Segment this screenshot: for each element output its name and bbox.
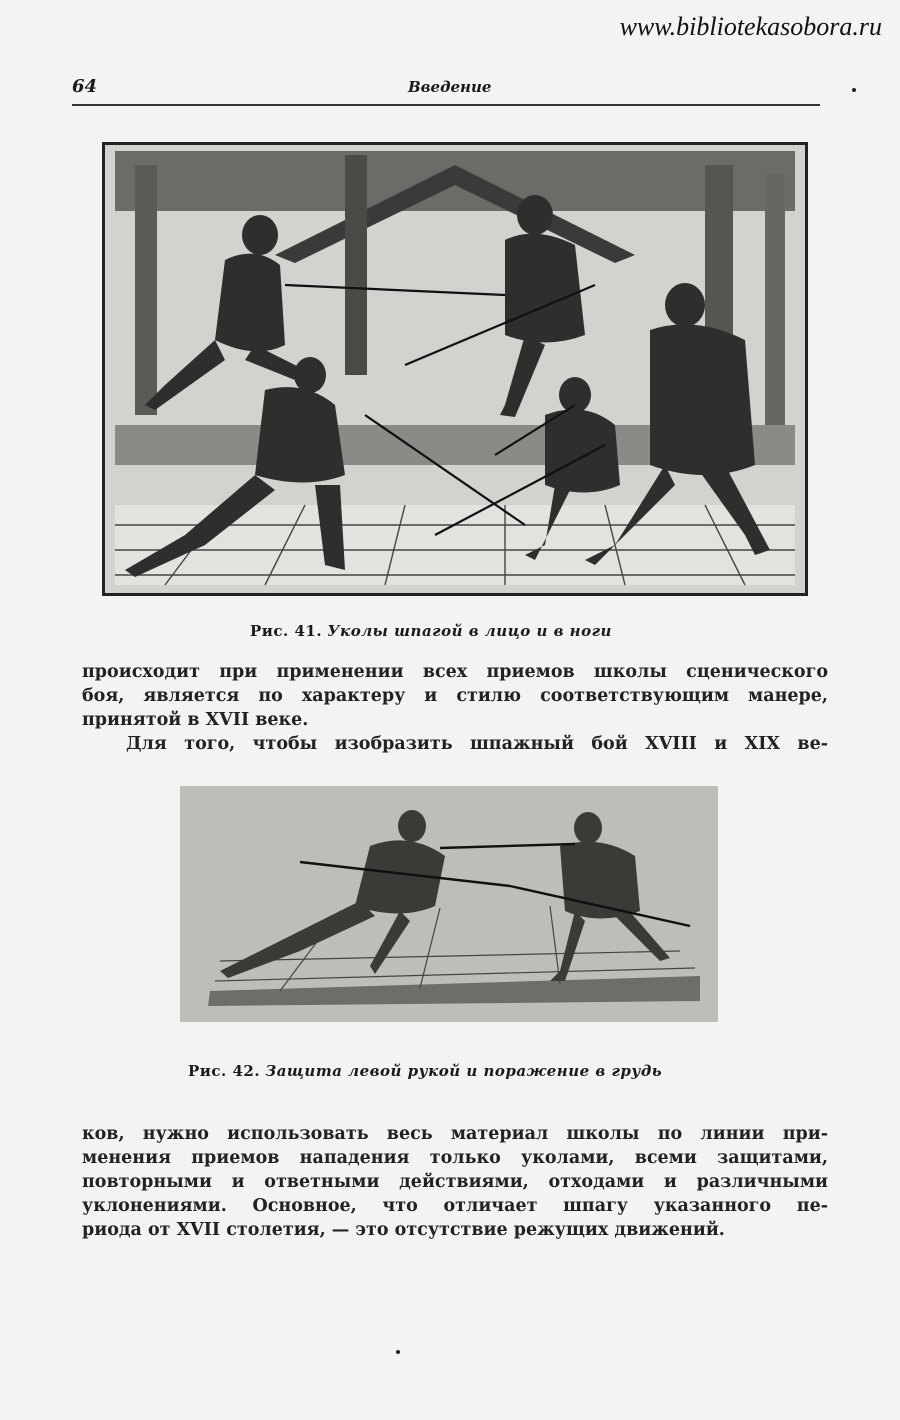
text-line: риода от XVII столетия, — это отсутствие режущих движений.: [82, 1220, 725, 1240]
text-line: боя, является по характеру и стилю соответствующим манере,: [82, 686, 828, 706]
figure-41-title: Уколы шпагой в лицо и в ноги: [327, 622, 612, 640]
text-line: Для того, чтобы изобразить шпажный бой XVIII и XIX ве-: [126, 734, 828, 754]
page-number: 64: [72, 76, 98, 97]
figure-41-label: Рис. 41.: [250, 622, 323, 640]
text-line: принятой в XVII веке.: [82, 710, 309, 730]
scan-speck: [852, 88, 856, 92]
text-line: менения приемов нападения только уколами, всеми защитами,: [82, 1148, 828, 1168]
figure-42-label: Рис. 42.: [188, 1062, 261, 1080]
text-line: повторными и ответными действиями, отходами и различными: [82, 1172, 828, 1192]
figure-42-title: Защита левой рукой и поражение в грудь: [265, 1062, 663, 1080]
paragraph-2: [82, 732, 828, 756]
text-line: уклонениями. Основное, что отличает шпагу указанного пе-: [82, 1196, 828, 1216]
figure-41-image: [102, 142, 808, 596]
scan-speck: [396, 1350, 400, 1354]
figure-41-caption: [250, 622, 612, 640]
figure-42-image: [180, 786, 718, 1022]
watermark-url: www.bibliotekasobora.ru: [619, 12, 882, 41]
engraving-two-fencers-icon: [180, 786, 718, 1022]
text-line: ков, нужно использовать весь материал школы по линии при-: [82, 1124, 828, 1144]
figure-42-caption: [188, 1062, 662, 1080]
running-title: Введение: [408, 78, 492, 96]
engraving-fencing-scene-icon: [105, 145, 805, 593]
text-line: происходит при применении всех приемов школы сценического: [82, 662, 828, 682]
paragraph-1: [82, 660, 828, 732]
paragraph-3: [82, 1122, 828, 1242]
page-header: [72, 74, 820, 106]
